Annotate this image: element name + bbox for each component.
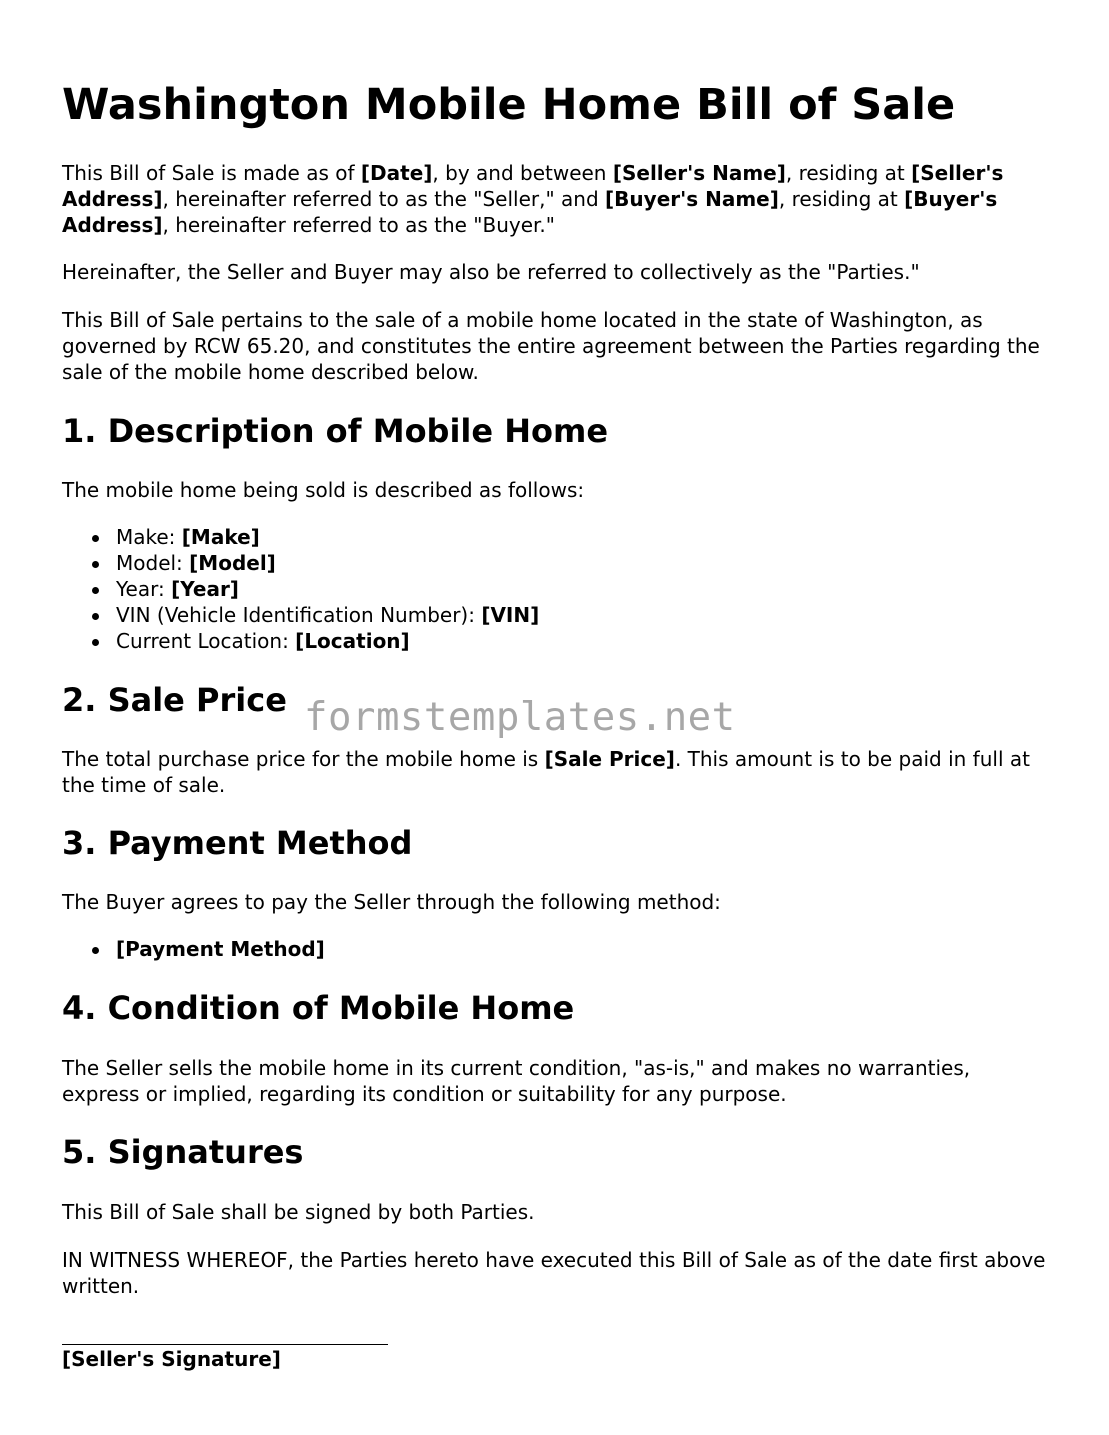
section-4-body: The Seller sells the mobile home in its current condition, "as-is," and makes no warranties, express or implied, regarding its condition or suitability for any purpose. xyxy=(62,1056,971,1106)
mobile-home-details-list xyxy=(62,524,539,654)
intro-text-5: , residing at xyxy=(778,187,905,211)
section-5-body-1: This Bill of Sale shall be signed by both Parties. xyxy=(62,1200,535,1224)
payment-method-placeholder: [Payment Method] xyxy=(116,937,325,961)
intro-text-3: , residing at xyxy=(785,161,912,185)
list-item-vin: VIN (Vehicle Identification Number): [VIN] xyxy=(62,602,539,628)
intro-text-6: , hereinafter referred to as the "Buyer." xyxy=(162,213,555,237)
section-1-heading: 1. Description of Mobile Home xyxy=(62,412,609,450)
section-2-heading: 2. Sale Price xyxy=(62,681,287,719)
list-item-location: Current Location: [Location] xyxy=(62,628,539,654)
section-5-body-2: IN WITNESS WHEREOF, the Parties hereto have executed this Bill of Sale as of the date first above written. xyxy=(62,1248,1046,1298)
seller-name-placeholder: [Seller's Name] xyxy=(612,161,786,185)
intro-text-4: , hereinafter referred to as the "Seller," and xyxy=(162,187,606,211)
list-item-model: Model: [Model] xyxy=(62,550,539,576)
intro-paragraph xyxy=(62,160,1052,238)
list-item-year: Year: [Year] xyxy=(62,576,539,602)
document-title: Washington Mobile Home Bill of Sale xyxy=(62,80,956,130)
location-placeholder: [Location] xyxy=(295,629,410,653)
intro-text-2: , by and between xyxy=(432,161,613,185)
year-placeholder: [Year] xyxy=(171,577,239,601)
payment-method-list xyxy=(62,936,325,962)
section-4-heading: 4. Condition of Mobile Home xyxy=(62,989,575,1027)
seller-signature-label: [Seller's Signature] xyxy=(62,1347,281,1371)
section-1-lead: The mobile home being sold is described as follows: xyxy=(62,478,585,502)
model-placeholder: [Model] xyxy=(189,551,276,575)
section-3-lead: The Buyer agrees to pay the Seller through the following method: xyxy=(62,890,721,914)
section-2-body: The total purchase price for the mobile home is [Sale Price]. This amount is to be paid in full at the time of sale. xyxy=(62,747,1030,797)
list-item-payment-method xyxy=(62,936,325,962)
section-5-heading: 5. Signatures xyxy=(62,1133,304,1171)
seller-signature-line xyxy=(62,1344,388,1345)
seller-address-placeholder: [Seller's Address] xyxy=(62,161,1004,211)
scope-paragraph: This Bill of Sale pertains to the sale of a mobile home located in the state of Washington, as governed by RCW 65.20, and constitutes the entire agreement between the Parties regarding the sale of the mobile home described below. xyxy=(62,308,1040,384)
watermark-text: formstemplates.net xyxy=(304,695,736,740)
date-placeholder: [Date] xyxy=(360,161,433,185)
section-3-heading: 3. Payment Method xyxy=(62,824,413,862)
list-item-make: Make: [Make] xyxy=(62,524,539,550)
make-placeholder: [Make] xyxy=(181,525,260,549)
buyer-name-placeholder: [Buyer's Name] xyxy=(605,187,779,211)
vin-placeholder: [VIN] xyxy=(481,603,540,627)
intro-text-1: This Bill of Sale is made as of xyxy=(62,161,361,185)
buyer-address-placeholder: [Buyer's Address] xyxy=(62,187,998,237)
parties-paragraph: Hereinafter, the Seller and Buyer may also be referred to collectively as the "Parties." xyxy=(62,260,920,284)
sale-price-placeholder: [Sale Price] xyxy=(544,747,675,771)
